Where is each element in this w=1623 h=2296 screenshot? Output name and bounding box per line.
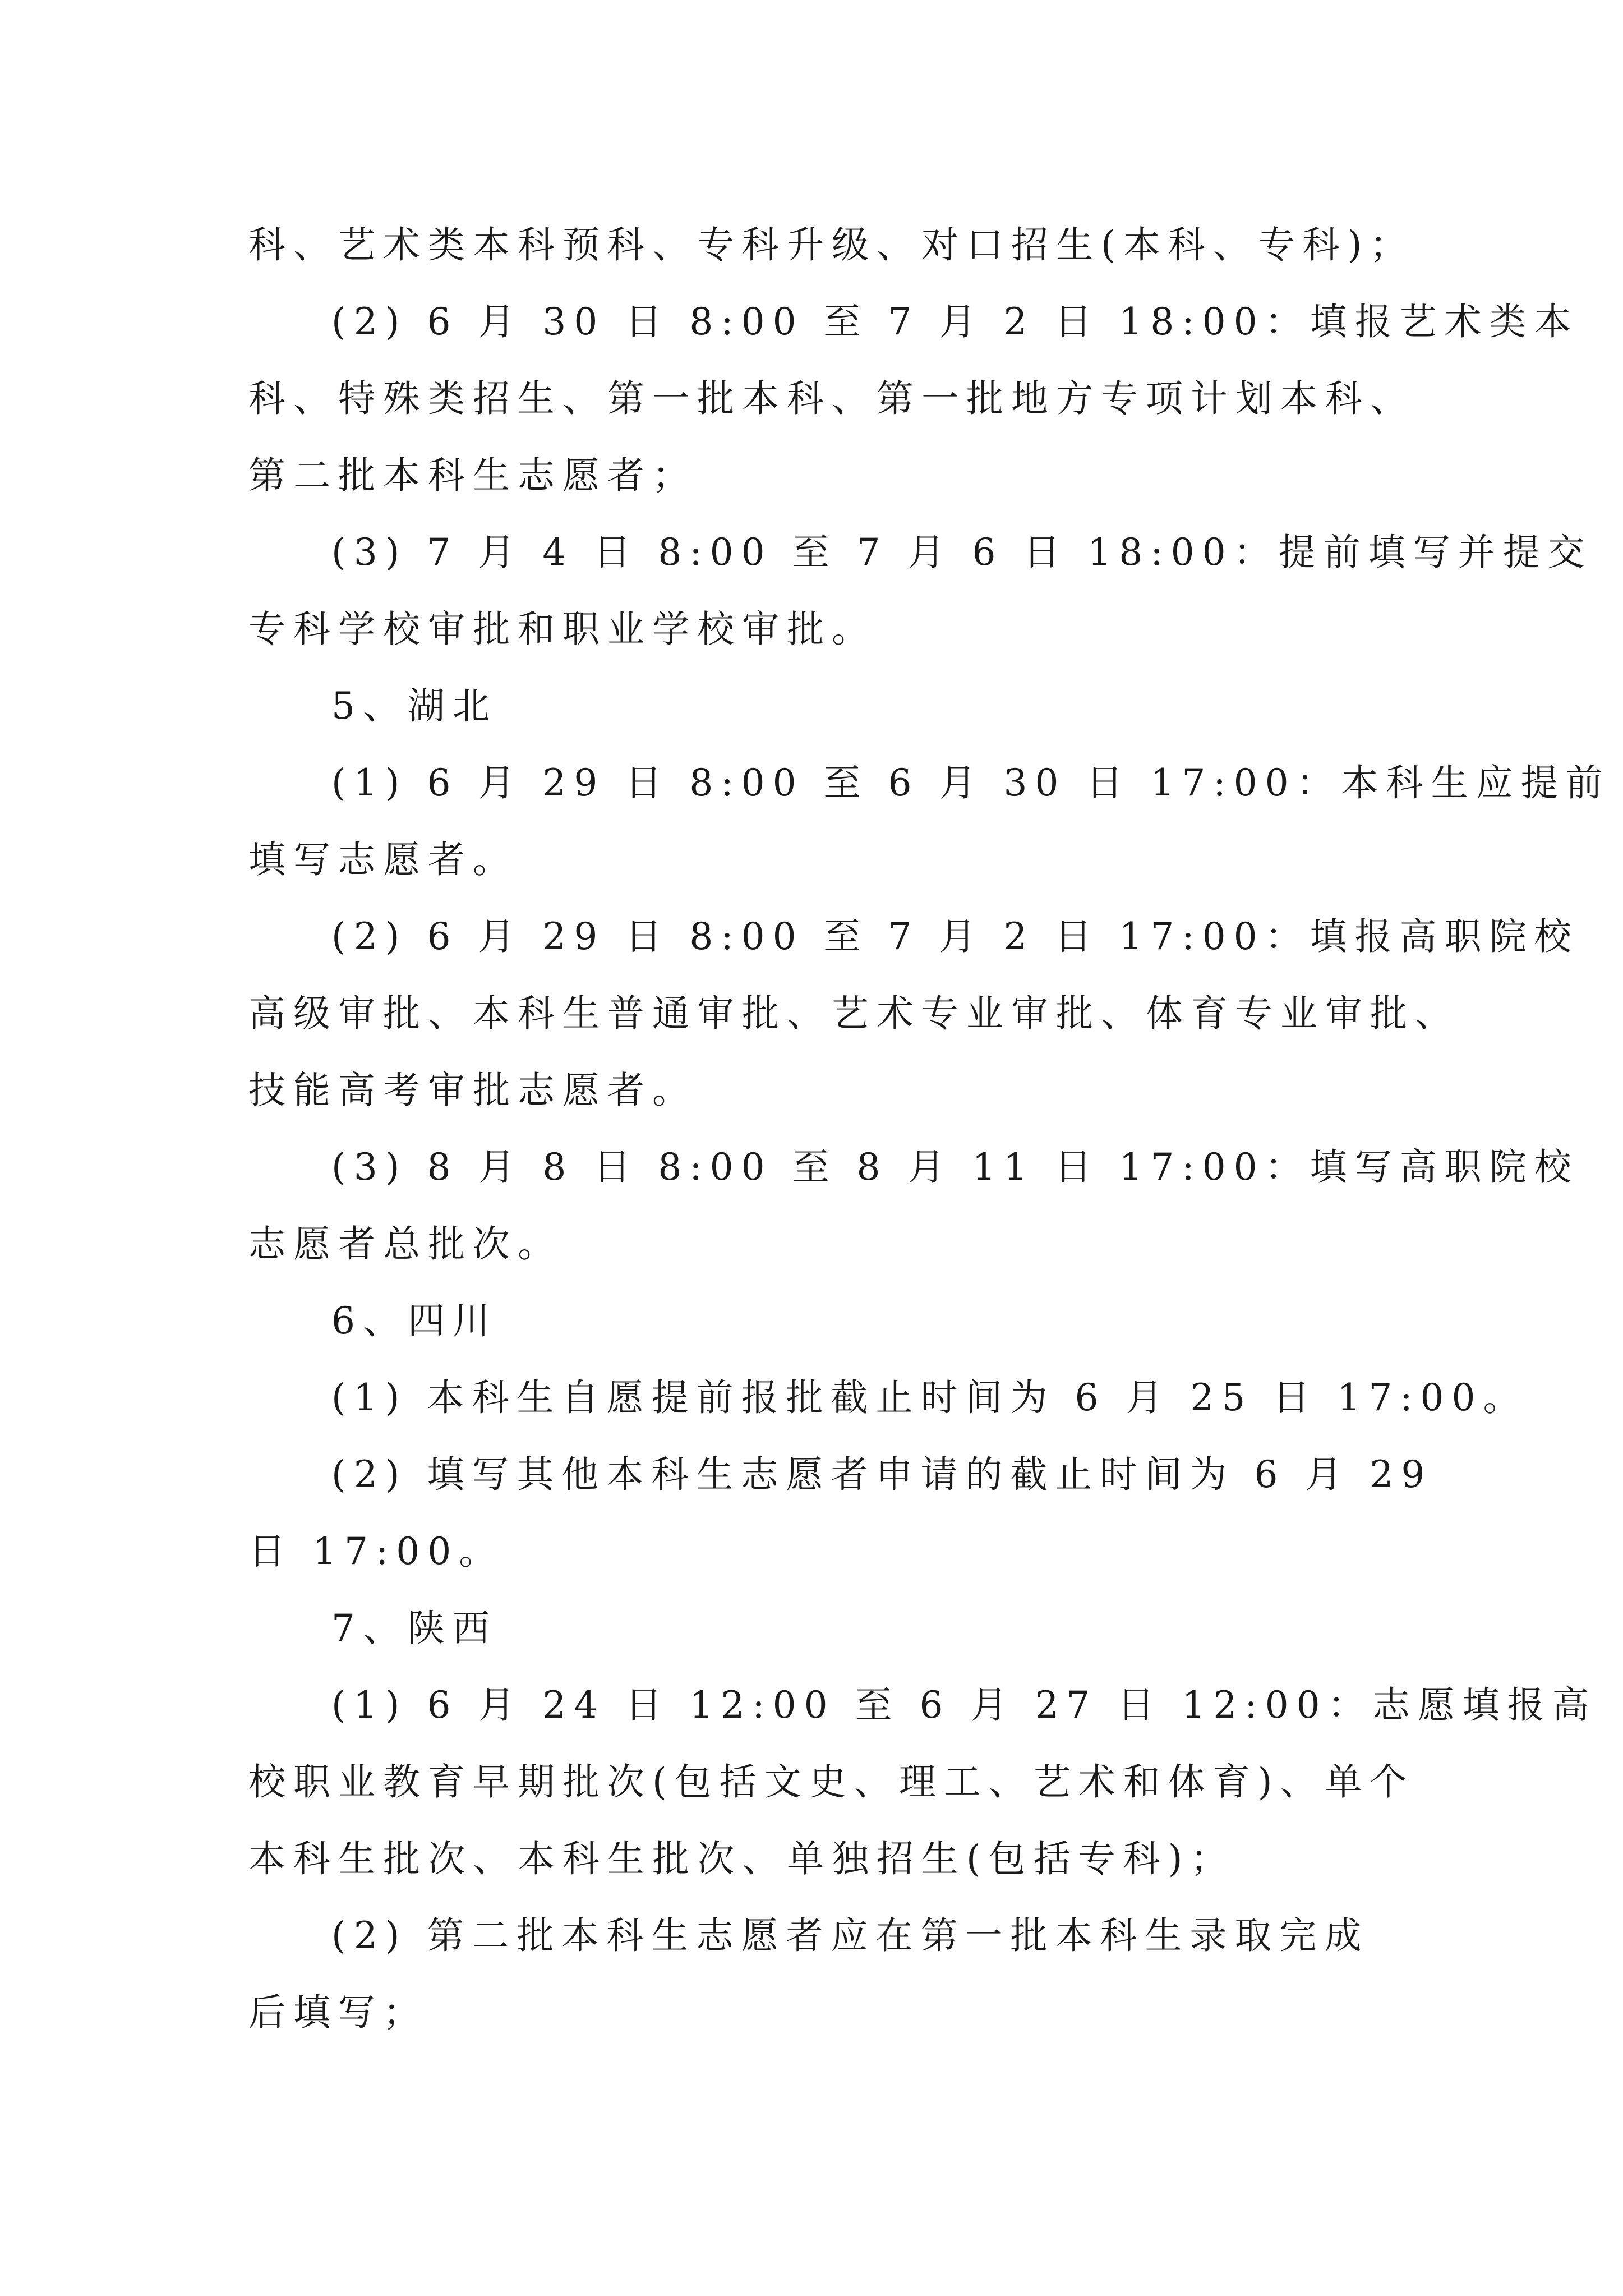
text-line: 专科学校审批和职业学校审批。 [248, 608, 877, 651]
text-line: 志愿者总批次。 [248, 1222, 562, 1266]
text-line: (2) 6 月 30 日 8:00 至 7 月 2 日 18:00：填报艺术类本 [331, 300, 1579, 343]
document-body [248, 206, 1611, 2051]
section-heading: 7、陕西 [331, 1607, 497, 1650]
text-line: (1) 6 月 29 日 8:00 至 6 月 30 日 17:00：本科生应提前 [331, 761, 1611, 804]
text-line: (3) 8 月 8 日 8:00 至 8 月 11 日 17:00：填写高职院校 [331, 1145, 1579, 1189]
text-line: (3) 7 月 4 日 8:00 至 7 月 6 日 18:00：提前填写并提交 [331, 531, 1593, 574]
text-line: (1) 本科生自愿提前报批截止时间为 6 月 25 日 17:00。 [331, 1376, 1528, 1419]
text-line: 技能高考审批志愿者。 [248, 1069, 697, 1112]
text-line: 本科生批次、本科生批次、单独招生(包括专科)； [248, 1837, 1235, 1880]
text-line: 填写志愿者。 [248, 838, 518, 881]
text-line: (1) 6 月 24 日 12:00 至 6 月 27 日 12:00：志愿填报高 [331, 1683, 1597, 1727]
text-line: 校职业教育早期批次(包括文史、理工、艺术和体育)、单个 [248, 1760, 1415, 1803]
section-heading: 5、湖北 [331, 684, 497, 728]
text-line: 科、特殊类招生、第一批本科、第一批地方专项计划本科、 [248, 377, 1415, 420]
text-line: 科、艺术类本科预科、专科升级、对口招生(本科、专科)； [248, 223, 1415, 266]
text-line: 后填写； [248, 1991, 428, 2034]
text-line: 日 17:00。 [248, 1530, 504, 1573]
text-line: (2) 6 月 29 日 8:00 至 7 月 2 日 17:00：填报高职院校 [331, 915, 1579, 958]
text-line: 高级审批、本科生普通审批、艺术专业审批、体育专业审批、 [248, 992, 1460, 1035]
text-line: (2) 填写其他本科生志愿者申请的截止时间为 6 月 29 [331, 1453, 1433, 1496]
text-line: 第二批本科生志愿者； [248, 454, 697, 497]
text-line: (2) 第二批本科生志愿者应在第一批本科生录取完成 [331, 1914, 1370, 1957]
section-heading: 6、四川 [331, 1299, 497, 1342]
